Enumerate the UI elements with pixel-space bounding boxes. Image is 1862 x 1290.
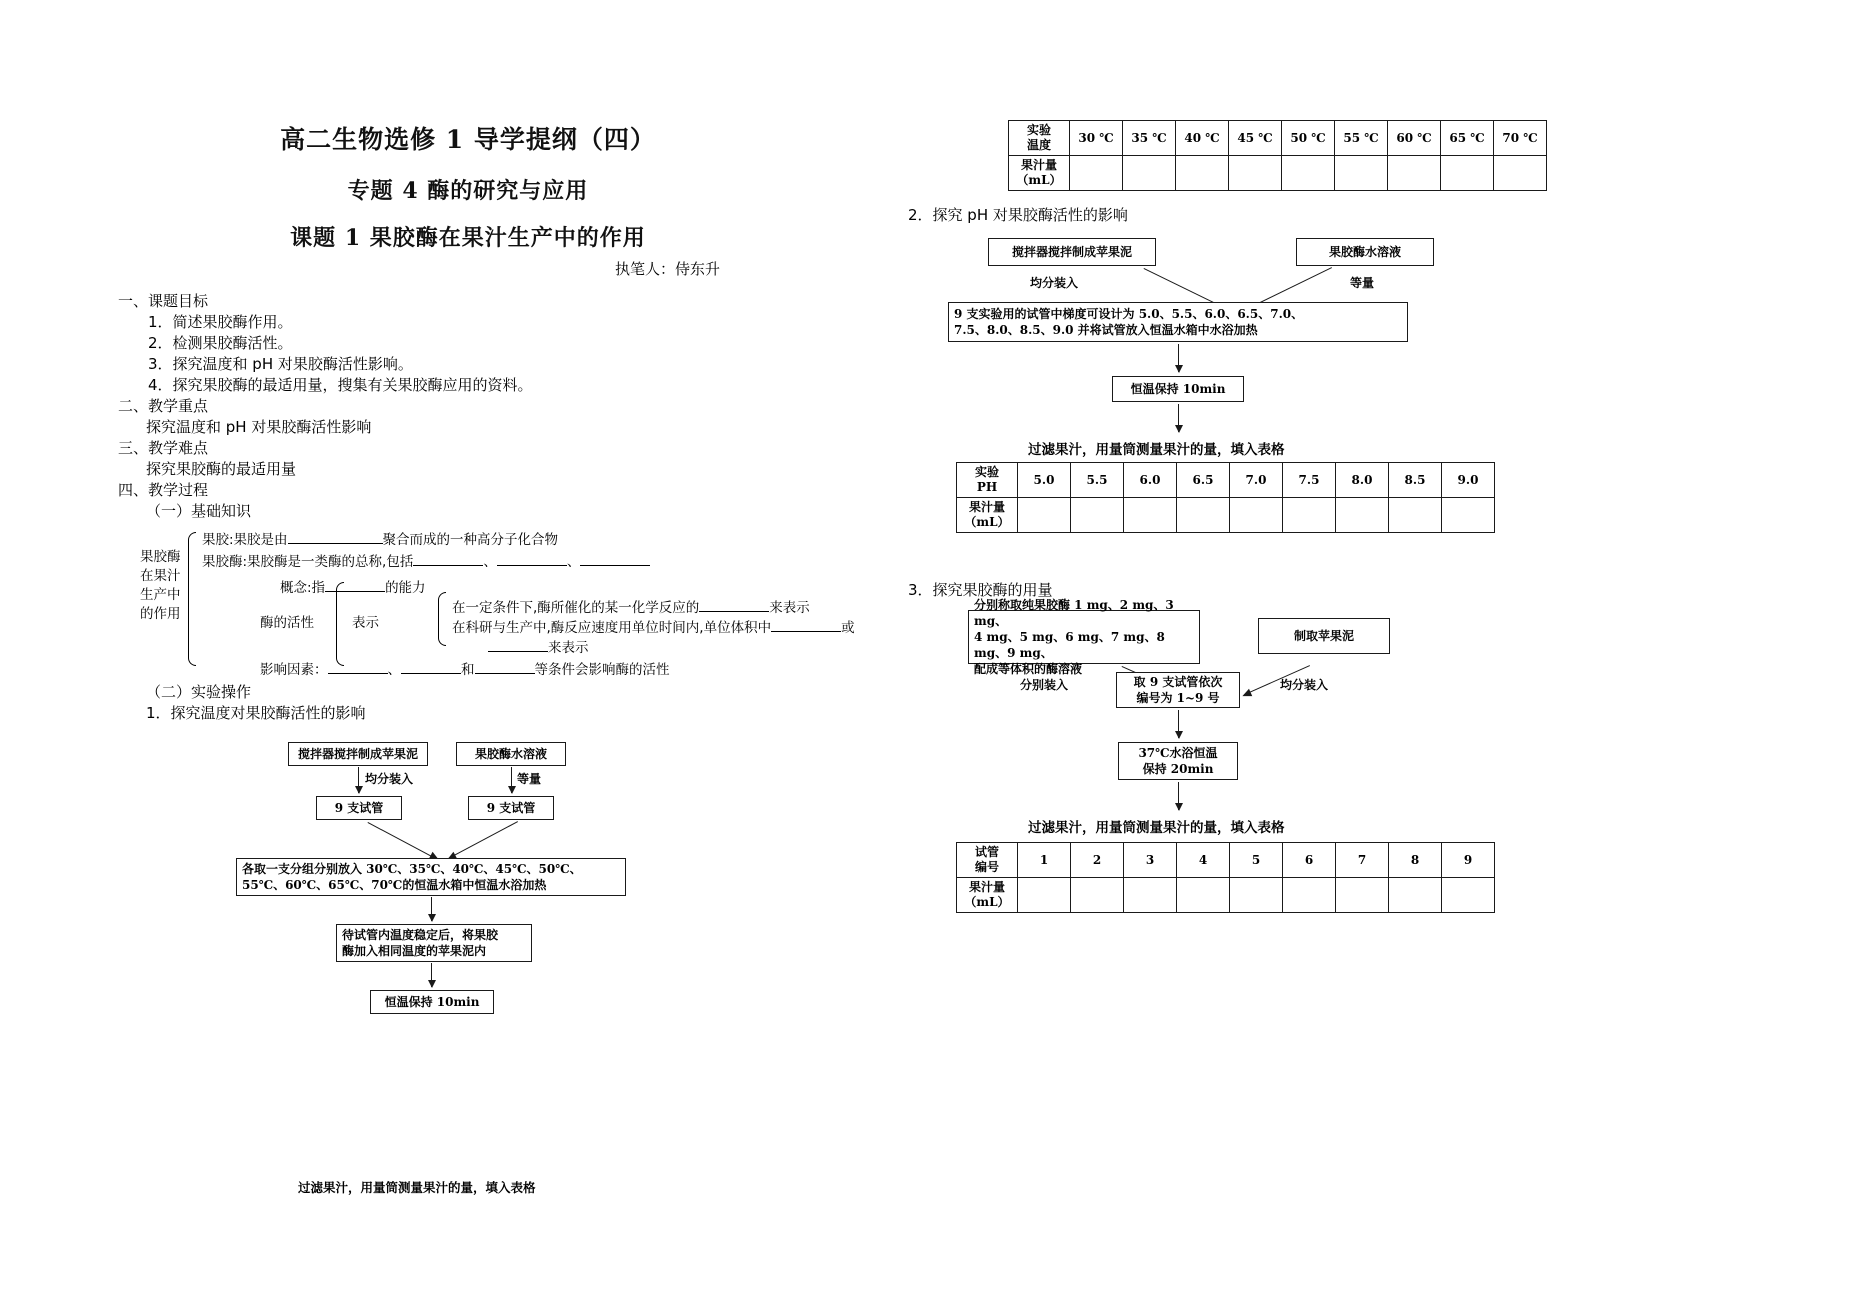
lesson-title: 课题 1 果胶酶在果汁生产中的作用 bbox=[290, 225, 646, 251]
table-cell[interactable] bbox=[1229, 156, 1282, 191]
flow-box-enzyme-solution: 果胶酶水溶液 bbox=[456, 742, 566, 766]
table-row bbox=[957, 843, 1495, 878]
table-cell[interactable] bbox=[1070, 156, 1123, 191]
tree-root-label: 果胶酶 在果汁 生产中 的作用 bbox=[140, 549, 181, 622]
table-header-juice-volume: 果汁量 （mL） bbox=[957, 498, 1018, 533]
table-cell[interactable] bbox=[1336, 498, 1389, 533]
table-header-temperature: 实验 温度 bbox=[1009, 121, 1070, 156]
table-row bbox=[957, 463, 1495, 498]
table-cell[interactable] bbox=[1230, 878, 1283, 913]
flow-box-make-apple-puree: 制取苹果泥 bbox=[1258, 618, 1390, 654]
fill-blank bbox=[497, 552, 567, 566]
table-cell[interactable] bbox=[1018, 498, 1071, 533]
table-col-header: 1 bbox=[1018, 843, 1071, 878]
table-col-header: 50 ℃ bbox=[1282, 121, 1335, 156]
experiment1-caption: 过滤果汁，用量筒测量果汁的量，填入表格 bbox=[298, 1180, 536, 1195]
experiment2-flowchart bbox=[880, 238, 1620, 568]
fill-blank bbox=[771, 618, 841, 632]
table-dosage bbox=[956, 842, 1495, 913]
tree-line-express2: 在科研与生产中,酶反应速度用单位时间内,单位体积中 或 bbox=[452, 620, 855, 636]
table-cell[interactable] bbox=[1335, 156, 1388, 191]
table-cell[interactable] bbox=[1388, 156, 1441, 191]
objective-item: 1．简述果胶酶作用。 bbox=[148, 313, 293, 331]
table-col-header: 8.0 bbox=[1336, 463, 1389, 498]
flow-label-even-split: 均分装入 bbox=[365, 772, 414, 786]
flow-label-even-split: 均分装入 bbox=[1030, 276, 1079, 290]
flow-label-equal-amount: 等量 bbox=[517, 772, 542, 786]
table-cell[interactable] bbox=[1176, 156, 1229, 191]
difficult-points-body: 探究果胶酶的最适用量 bbox=[146, 460, 297, 478]
flow-arrow-diag-left bbox=[368, 822, 437, 860]
experiment1-label: 1．探究温度对果胶酶活性的影响 bbox=[146, 704, 366, 722]
flow-arrow-to-caption bbox=[1178, 404, 1179, 432]
table-col-header: 6 bbox=[1283, 843, 1336, 878]
flow-arrow-down-right bbox=[511, 767, 512, 793]
objective-item: 2．检测果胶酶活性。 bbox=[148, 334, 293, 352]
flow-arrow-to-keep bbox=[1178, 344, 1179, 372]
flow-arrow-to-bath bbox=[1178, 710, 1179, 738]
table-col-header: 6.0 bbox=[1124, 463, 1177, 498]
table-cell[interactable] bbox=[1230, 498, 1283, 533]
experiment2-label: 2．探究 pH 对果胶酶活性的影响 bbox=[908, 206, 1128, 224]
objective-item: 3．探究温度和 pH 对果胶酶活性影响。 bbox=[148, 355, 413, 373]
fill-blank bbox=[580, 552, 650, 566]
table-col-header: 8 bbox=[1389, 843, 1442, 878]
table-cell[interactable] bbox=[1124, 878, 1177, 913]
fill-blank bbox=[328, 660, 388, 674]
table-cell[interactable] bbox=[1282, 156, 1335, 191]
flow-box-stabilize: 待试管内温度稳定后，将果胶 酶加入相同温度的苹果泥内 bbox=[336, 924, 532, 962]
table-cell[interactable] bbox=[1336, 878, 1389, 913]
process-sub-experiment: （二）实验操作 bbox=[146, 683, 252, 701]
flow-box-water-bath: 37℃水浴恒温 保持 20min bbox=[1118, 742, 1238, 780]
flow-label-equal-amount: 等量 bbox=[1350, 276, 1375, 290]
table-col-header: 9.0 bbox=[1442, 463, 1495, 498]
table-cell[interactable] bbox=[1389, 878, 1442, 913]
flow-box-keep-temperature: 恒温保持 10min bbox=[370, 990, 494, 1014]
table-header-ph: 实验 PH bbox=[957, 463, 1018, 498]
table-cell[interactable] bbox=[1177, 878, 1230, 913]
table-cell[interactable] bbox=[1071, 498, 1124, 533]
table-col-header: 8.5 bbox=[1389, 463, 1442, 498]
flow-arrow-to-keep bbox=[431, 963, 432, 987]
table-col-header: 4 bbox=[1177, 843, 1230, 878]
objectives-heading: 一、课题目标 bbox=[118, 292, 209, 310]
flow-label-even-split: 均分装入 bbox=[1280, 678, 1329, 692]
table-col-header: 55 ℃ bbox=[1335, 121, 1388, 156]
table-cell[interactable] bbox=[1018, 878, 1071, 913]
fill-blank bbox=[699, 598, 769, 612]
difficult-points-heading: 三、教学难点 bbox=[118, 439, 209, 457]
table-temperature-wrapper bbox=[1008, 120, 1547, 191]
brace-level3 bbox=[438, 592, 446, 646]
flow-arrow-to-caption bbox=[1178, 782, 1179, 810]
objective-item: 4．探究果胶酶的最适用量，搜集有关果胶酶应用的资料。 bbox=[148, 376, 533, 394]
table-col-header: 5 bbox=[1230, 843, 1283, 878]
experiment1-flowchart bbox=[118, 742, 818, 1012]
table-col-header: 6.5 bbox=[1177, 463, 1230, 498]
page-title: 高二生物选修 1 导学提纲（四） bbox=[280, 125, 656, 154]
table-header-juice-volume: 果汁量 （mL） bbox=[957, 878, 1018, 913]
experiment3-flowchart bbox=[880, 598, 1620, 1030]
tree-line-express3: 来表示 bbox=[488, 638, 589, 658]
table-col-header: 65 ℃ bbox=[1441, 121, 1494, 156]
tree-line-express1: 在一定条件下,酶所催化的某一化学反应的 来表示 bbox=[452, 600, 810, 616]
table-row bbox=[957, 498, 1495, 533]
table-cell[interactable] bbox=[1124, 498, 1177, 533]
table-col-header: 7.0 bbox=[1230, 463, 1283, 498]
table-col-header: 45 ℃ bbox=[1229, 121, 1282, 156]
flow-box-temperature-groups: 各取一支分组分别放入 30℃、35℃、40℃、45℃、50℃、 55℃、60℃、65℃、70℃的恒温水箱中恒温水浴加热 bbox=[236, 858, 626, 896]
table-col-header: 2 bbox=[1071, 843, 1124, 878]
table-cell[interactable] bbox=[1123, 156, 1176, 191]
table-cell[interactable] bbox=[1389, 498, 1442, 533]
table-row bbox=[1009, 121, 1547, 156]
table-cell[interactable] bbox=[1177, 498, 1230, 533]
table-col-header: 3 bbox=[1124, 843, 1177, 878]
flow-box-number-tubes: 取 9 支试管依次 编号为 1~9 号 bbox=[1116, 672, 1240, 708]
flow-box-tubes-left: 9 支试管 bbox=[316, 796, 402, 820]
table-cell[interactable] bbox=[1283, 498, 1336, 533]
tree-line-pectin: 果胶:果胶是由 聚合而成的一种高分子化合物 bbox=[202, 532, 559, 548]
table-row bbox=[957, 878, 1495, 913]
fill-blank bbox=[288, 530, 383, 544]
flow-label-split-separately: 分别装入 bbox=[1020, 678, 1069, 692]
fill-blank bbox=[401, 660, 461, 674]
left-column bbox=[118, 120, 855, 1195]
flow-box-weigh-enzyme: 分别称取纯果胶酶 1 mg、2 mg、3 mg、 4 mg、5 mg、6 mg、7 mg、8 mg、9 mg、 配成等体积的酶溶液 bbox=[968, 610, 1200, 664]
tree-activity-label: 酶的活性 bbox=[260, 615, 314, 631]
flow-arrow-down-left bbox=[358, 767, 359, 793]
fill-blank bbox=[325, 578, 385, 592]
table-cell[interactable] bbox=[1071, 878, 1124, 913]
byline: 执笔人：侍东升 bbox=[614, 260, 720, 278]
table-col-header: 5.0 bbox=[1018, 463, 1071, 498]
table-cell[interactable] bbox=[1283, 878, 1336, 913]
flow-arrow-diag-right bbox=[449, 821, 518, 859]
flow-box-ph-gradient: 9 支实验用的试管中梯度可设计为 5.0、5.5、6.0、6.5、7.0、 7.5、8.0、8.5、9.0 并将试管放入恒温水箱中水浴加热 bbox=[948, 302, 1408, 342]
key-points-body: 探究温度和 pH 对果胶酶活性影响 bbox=[146, 418, 372, 436]
flow-arrow-to-stable bbox=[431, 897, 432, 921]
flow-box-tubes-right: 9 支试管 bbox=[468, 796, 554, 820]
table-col-header: 35 ℃ bbox=[1123, 121, 1176, 156]
table-col-header: 70 ℃ bbox=[1494, 121, 1547, 156]
flow-box-keep-temperature: 恒温保持 10min bbox=[1112, 376, 1244, 402]
experiment3-caption: 过滤果汁，用量筒测量果汁的量，填入表格 bbox=[1028, 820, 1285, 836]
key-points-heading: 二、教学重点 bbox=[118, 397, 209, 415]
flow-box-blender: 搅拌器搅拌制成苹果泥 bbox=[288, 742, 428, 766]
table-ph bbox=[956, 462, 1495, 533]
fill-blank bbox=[488, 638, 548, 652]
table-cell[interactable] bbox=[1442, 498, 1495, 533]
tree-line-concept: 概念:指 的能力 bbox=[280, 580, 426, 596]
table-row bbox=[1009, 156, 1547, 191]
fill-blank bbox=[475, 660, 535, 674]
tree-line-pectinase: 果胶酶:果胶酶是一类酶的总称,包括 、 、 bbox=[202, 552, 650, 572]
experiment2-caption: 过滤果汁，用量筒测量果汁的量，填入表格 bbox=[1028, 442, 1285, 458]
flow-box-enzyme-solution: 果胶酶水溶液 bbox=[1296, 238, 1434, 266]
process-sub-basic: （一）基础知识 bbox=[146, 502, 252, 520]
table-header-juice-volume: 果汁量 （mL） bbox=[1009, 156, 1070, 191]
table-col-header: 9 bbox=[1442, 843, 1495, 878]
brace-level1 bbox=[188, 532, 196, 666]
table-col-header: 7.5 bbox=[1283, 463, 1336, 498]
table-cell[interactable] bbox=[1442, 878, 1495, 913]
tree-express-label: 表示 bbox=[352, 615, 379, 631]
table-col-header: 40 ℃ bbox=[1176, 121, 1229, 156]
table-temperature bbox=[1008, 120, 1547, 191]
process-heading: 四、教学过程 bbox=[118, 481, 209, 499]
fill-blank bbox=[413, 552, 483, 566]
table-col-header: 5.5 bbox=[1071, 463, 1124, 498]
topic-title: 专题 4 酶的研究与应用 bbox=[347, 178, 589, 204]
flow-box-blender: 搅拌器搅拌制成苹果泥 bbox=[988, 238, 1156, 266]
concept-tree bbox=[140, 530, 855, 678]
tree-line-factors: 影响因素： 、 和 等条件会影响酶的活性 bbox=[260, 662, 670, 678]
table-col-header: 7 bbox=[1336, 843, 1389, 878]
experiment3-label: 3．探究果胶酶的用量 bbox=[908, 581, 1053, 599]
table-col-header: 30 ℃ bbox=[1070, 121, 1123, 156]
table-ph-wrapper bbox=[956, 462, 1495, 533]
table-col-header: 60 ℃ bbox=[1388, 121, 1441, 156]
table-dose-wrapper bbox=[956, 842, 1495, 913]
table-cell[interactable] bbox=[1441, 156, 1494, 191]
table-header-tube-number: 试管 编号 bbox=[957, 843, 1018, 878]
table-cell[interactable] bbox=[1494, 156, 1547, 191]
